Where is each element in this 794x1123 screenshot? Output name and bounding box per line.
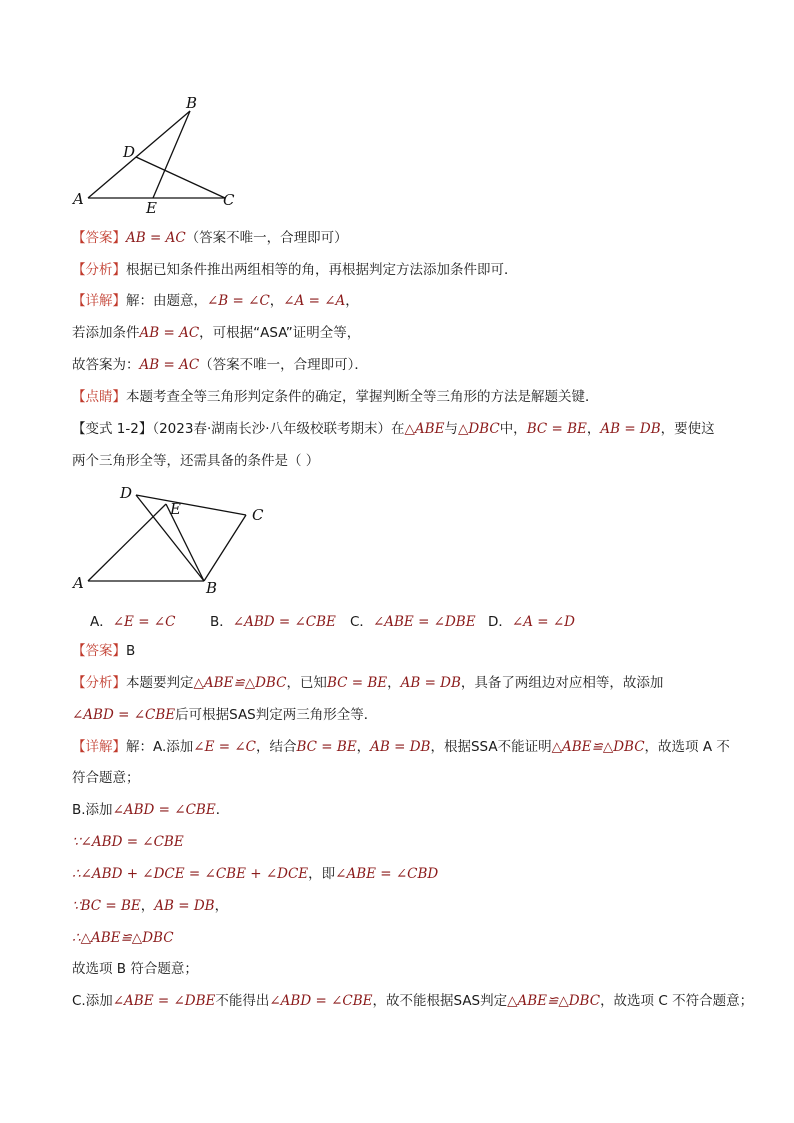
- answer2-line: [72, 641, 135, 661]
- therefore-symbol: ∴: [72, 930, 81, 946]
- text: B.添加: [72, 802, 113, 818]
- comment-tag: 【点睛】: [72, 389, 126, 405]
- math: ∠ABD = ∠CBE: [72, 707, 176, 723]
- comment-text: 本题考查全等三角形判定条件的确定，掌握判断全等三角形的方法是解题关键．: [126, 389, 599, 405]
- text: ，: [356, 739, 371, 755]
- option-d[interactable]: [488, 610, 575, 630]
- segment-CB: [204, 515, 246, 581]
- segment-DC: [136, 495, 246, 515]
- detail2-line-a2: [72, 768, 140, 788]
- detail2-line-a1: [72, 737, 730, 757]
- text: ，根据SSA不能证明: [430, 739, 552, 755]
- label-B: B: [186, 95, 198, 112]
- math: AB = AC: [126, 230, 186, 246]
- text: ，具备了两组边对应相等，故添加: [460, 675, 664, 691]
- math: AB = AC: [139, 325, 200, 341]
- text: 不能得出: [215, 993, 270, 1009]
- because-symbol: ∵: [72, 898, 81, 914]
- detail2-line-b-concl: [72, 959, 198, 979]
- math: ∠ABE = ∠CBD: [335, 866, 439, 882]
- analysis-tag: 【分析】: [72, 262, 126, 278]
- math: BC = BE: [296, 739, 357, 755]
- label-D: D: [120, 484, 133, 502]
- answer-tag: 【答案】: [72, 230, 126, 246]
- math: BC = BE: [326, 675, 388, 691]
- analysis1-line: [72, 260, 518, 280]
- detail1-line3: [72, 355, 368, 375]
- answer-tag: 【答案】: [72, 643, 126, 659]
- variant-tag: 【变式 1-2】: [72, 421, 153, 437]
- math: ∠B = ∠C: [207, 293, 270, 309]
- option-math: ∠A = ∠D: [511, 614, 575, 630]
- text: 后可根据SAS判定两三角形全等．: [175, 707, 378, 723]
- math: △ABE≌△DBC: [80, 930, 174, 946]
- segment-DC: [136, 157, 225, 198]
- detail2-line-c: [72, 991, 753, 1011]
- math: ∠ABD = ∠CBE: [112, 802, 216, 818]
- label-C: C: [223, 191, 235, 209]
- text: ，故选项 A 不: [644, 739, 730, 755]
- text: ，要使这: [660, 421, 715, 437]
- detail2-line-b: [72, 800, 229, 820]
- text: 在: [391, 421, 405, 437]
- label-A: A: [73, 190, 84, 208]
- label-B: B: [206, 579, 218, 597]
- label-E: E: [146, 199, 157, 217]
- math: BC = BE: [526, 421, 587, 437]
- math: △ABE: [404, 421, 445, 437]
- text: 解：A.添加: [126, 739, 194, 755]
- math: AB = AC: [139, 357, 200, 373]
- text: ，故选项 C 不符合题意；: [600, 993, 754, 1009]
- analysis-text: 根据已知条件推出两组相等的角，再根据判定方法添加条件即可．: [126, 262, 518, 278]
- math: AB = DB: [400, 675, 461, 691]
- detail2-line-s1: [72, 832, 184, 852]
- option-letter: D．: [488, 614, 512, 630]
- text: 故选项 B 符合题意；: [72, 961, 198, 977]
- analysis-tag: 【分析】: [72, 675, 126, 691]
- figure-triangle-2: [70, 482, 280, 597]
- text: 符合题意；: [72, 770, 140, 786]
- math: ∠ABD = ∠CBE: [80, 834, 184, 850]
- detail2-line-s4: [72, 928, 174, 948]
- variant-line1: [72, 419, 715, 439]
- math: AB = DB: [154, 898, 215, 914]
- label-C: C: [252, 506, 264, 524]
- option-c[interactable]: [350, 610, 488, 630]
- label-E: E: [170, 500, 181, 518]
- analysis2-line2: [72, 705, 377, 725]
- text: ，可根据“ASA”证明全等，: [199, 325, 361, 341]
- detail2-line-s2: [72, 864, 438, 884]
- figure-triangle-1: [70, 95, 270, 225]
- text: ，: [214, 898, 229, 914]
- therefore-symbol: ∴: [72, 866, 81, 882]
- detail2-line-s3: [72, 896, 228, 916]
- math: ∠ABD + ∠DCE = ∠CBE + ∠DCE: [80, 866, 309, 882]
- text: 本题要判定: [126, 675, 194, 691]
- options-row: [90, 610, 575, 630]
- segment-BE: [153, 111, 190, 198]
- detail1-line1: [72, 291, 359, 311]
- math: AB = DB: [600, 421, 661, 437]
- text: ，: [345, 293, 359, 309]
- text: ，: [269, 293, 284, 309]
- math: △ABE≌△DBC: [193, 675, 287, 691]
- detail-tag: 【详解】: [72, 739, 126, 755]
- option-letter: B．: [210, 614, 233, 630]
- math: BC = BE: [80, 898, 141, 914]
- text: C.添加: [72, 993, 113, 1009]
- comment1-line: [72, 387, 599, 407]
- segment-AE: [88, 504, 166, 581]
- option-b[interactable]: [210, 610, 350, 630]
- text: 中，: [499, 421, 527, 437]
- text: ．: [215, 802, 230, 818]
- math: AB = DB: [370, 739, 431, 755]
- analysis2-line1: [72, 673, 663, 693]
- answer-text: B: [126, 643, 136, 659]
- option-math: ∠E = ∠C: [112, 614, 176, 630]
- segment-AB: [88, 111, 190, 198]
- because-symbol: ∵: [72, 834, 81, 850]
- variant-source: （2023春·湖南长沙·八年级校联考期末）: [152, 421, 392, 437]
- option-letter: A．: [90, 614, 113, 630]
- math: ∠ABD = ∠CBE: [269, 993, 373, 1009]
- variant-line2: [72, 451, 319, 471]
- text: （答案不唯一，合理即可）．: [199, 357, 368, 373]
- label-A: A: [73, 574, 84, 592]
- option-math: ∠ABE = ∠DBE: [372, 614, 476, 630]
- answer1-line: [72, 228, 348, 248]
- text: ，故不能根据SAS判定: [372, 993, 508, 1009]
- text: ，已知: [286, 675, 327, 691]
- math: ∠E = ∠C: [193, 739, 256, 755]
- detail-tag: 【详解】: [72, 293, 126, 309]
- text: 若添加条件: [72, 325, 140, 341]
- math: ∠A = ∠A: [283, 293, 346, 309]
- text: ，: [387, 675, 401, 691]
- detail1-line2: [72, 323, 360, 343]
- text: ，: [140, 898, 155, 914]
- math: △ABE≌△DBC: [551, 739, 645, 755]
- math: △ABE≌△DBC: [507, 993, 601, 1009]
- text: 故答案为：: [72, 357, 140, 373]
- text: ，结合: [256, 739, 297, 755]
- option-a[interactable]: [90, 610, 210, 630]
- text: 解：由题意，: [126, 293, 207, 309]
- text: 两个三角形全等，还需具备的条件是（ ）: [72, 453, 320, 469]
- math: ∠ABE = ∠DBE: [112, 993, 216, 1009]
- math: △DBC: [457, 421, 500, 437]
- text: 与: [444, 421, 458, 437]
- text: ，即: [308, 866, 336, 882]
- option-math: ∠ABD = ∠CBE: [232, 614, 336, 630]
- answer-note: （答案不唯一，合理即可）: [185, 230, 348, 246]
- text: ，: [586, 421, 601, 437]
- option-letter: C．: [350, 614, 373, 630]
- label-D: D: [123, 143, 136, 161]
